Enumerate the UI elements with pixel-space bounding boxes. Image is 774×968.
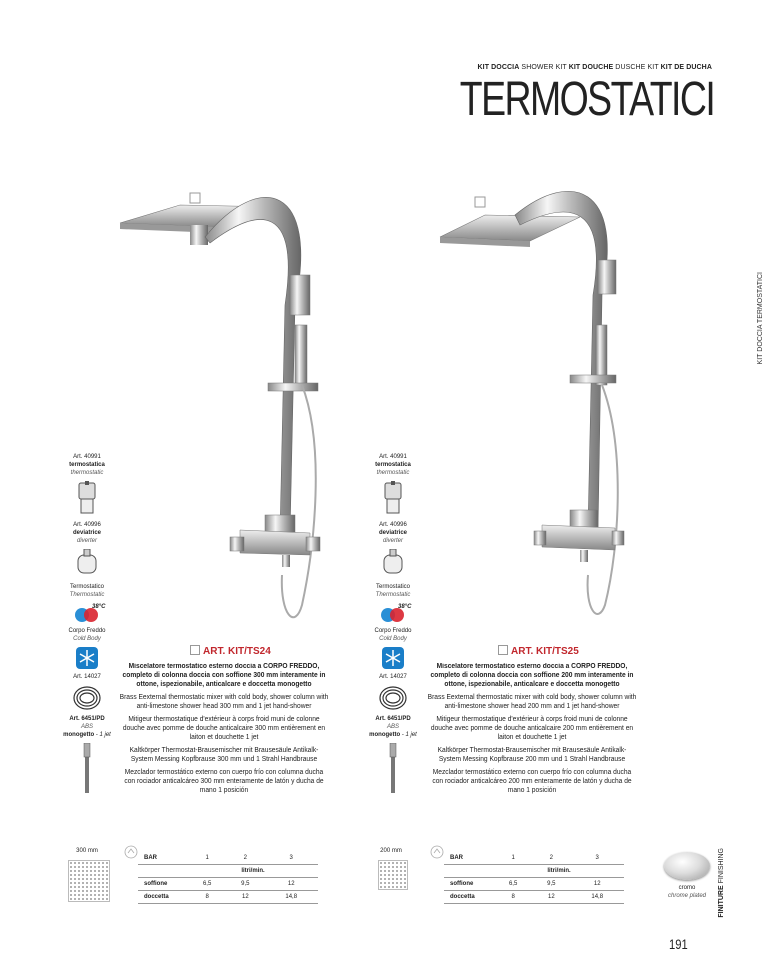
components-sidebar-ts25: Art. 40991 termostatica thermostatic Art. 40996 deviatrice diverter Termostatico Thermostatic 38°C Corpo Freddo Cold Body Art. 14027 Art. 6451/PD ABS monogetto - 1 jet <box>358 453 428 797</box>
hose-icon <box>72 685 102 711</box>
flow-rate-table-ts25: BAR 1 2 3 litri/min. soffione 6,5 9,5 12 doccetta 8 12 14,8 <box>444 852 624 904</box>
select-checkbox[interactable] <box>190 645 200 655</box>
finish-caption <box>656 884 718 900</box>
cold-body-label-en: Cold Body <box>379 636 407 642</box>
finishing-label: FINITURE FINISHING <box>718 848 725 918</box>
hose-icon <box>378 685 408 711</box>
hand-shower-code: Art. 6451/PD <box>375 716 411 722</box>
thermostatic-label: Termostatico <box>375 584 410 590</box>
cartridge-diverter-name: deviatrice <box>72 530 102 536</box>
select-checkbox[interactable] <box>498 645 508 655</box>
diverter-cartridge-icon <box>75 549 99 579</box>
cold-body-label-en: Cold Body <box>73 636 101 642</box>
side-section-label: KIT DOCCIA TERMOSTATICI <box>757 272 764 365</box>
product-code-ts24: ART. KIT/TS24 <box>190 645 271 657</box>
cartridge-thermo-code: Art. 40991 <box>73 454 101 460</box>
description-de: Kaltkörper Thermostat-Brausemischer mit Brausesäule Antikalk-System Messing Kopfbrause 300 mm und 1 Strahl Handbrause <box>129 747 319 763</box>
cartridge-thermo-en: thermostatic <box>70 470 104 476</box>
flow-rate-icon <box>430 845 444 859</box>
diverter-cartridge-icon <box>381 549 405 579</box>
thermostatic-label: Termostatico <box>69 584 104 590</box>
snowflake-icon <box>382 647 404 669</box>
cold-body-label: Corpo Freddo <box>68 628 106 634</box>
shower-head-ts25-image <box>378 860 408 890</box>
hand-shower-name: monogetto <box>369 732 401 738</box>
temperature-value: 38°C <box>92 604 106 610</box>
shower-column-ts24-image <box>110 185 340 635</box>
hand-shower-en: 1 jet <box>99 732 111 738</box>
description-fr: Mitigeur thermostatique d'extérieur à corps froid muni de colonne douche avec pomme de douche anticalcaire 200 mm entièrement en laiton et douchette 1 jet <box>430 716 634 741</box>
flow-rate-icon <box>124 845 138 859</box>
cold-body-label: Corpo Freddo <box>374 628 412 634</box>
hose-code: Art. 14027 <box>73 674 101 680</box>
flow-rate-table-ts24: BAR 1 2 3 litri/min. soffione 6,5 9,5 12 doccetta 8 12 14,8 <box>138 852 318 904</box>
thermostatic-cartridge-icon <box>75 481 99 517</box>
description-it: Miscelatore termostatico esterno doccia a CORPO FREDDO, completo di colonna doccia con soffione 200 mm interamente in ottone, ispezionabile, anticalcare e doccetta monogetto <box>430 663 634 688</box>
temperature-value: 38°C <box>398 604 412 610</box>
cartridge-thermo-name: termostatica <box>375 462 411 468</box>
cartridge-diverter-code: Art. 40996 <box>73 522 101 528</box>
product-description-ts25 <box>428 662 637 799</box>
finish-name-en: chrome plated <box>667 893 707 899</box>
chrome-finish-swatch <box>664 852 710 880</box>
finish-name: cromo <box>678 885 696 891</box>
cartridge-diverter-en: diverter <box>76 538 97 544</box>
components-sidebar-ts24: Art. 40991 termostatica thermostatic Art. 40996 deviatrice diverter Termostatico Thermostatic 38°C Corpo Freddo Cold Body Art. 14027 Art. 6451/PD ABS monogetto - 1 jet <box>52 453 122 797</box>
thermostatic-label-en: Thermostatic <box>375 592 411 598</box>
hand-shower-code: Art. 6451/PD <box>69 716 105 722</box>
shower-head-ts24-image <box>68 860 110 902</box>
thermostatic-cartridge-icon <box>381 481 405 517</box>
description-en: Brass Eexternal thermostatic mixer with cold body, shower column with anti-limestone shower head 200 mm and 1 jet hand-shower <box>427 694 637 710</box>
head-size-ts24: 300 mm <box>76 848 98 854</box>
hose-code: Art. 14027 <box>379 674 407 680</box>
kit-header-line: KIT DOCCIA SHOWER KIT KIT DOUCHE DUSCHE KIT KIT DE DUCHA <box>477 64 712 71</box>
hand-shower-en: 1 jet <box>405 732 417 738</box>
hand-shower-icon <box>389 743 397 793</box>
page-title: TERMOSTATICI <box>459 73 714 126</box>
description-es: Mezclador termostático externo con cuerpo frío con columna ducha con rociador anticalcáreo 300 mm enteramente de latón y ducha de mano 1 posición <box>124 769 324 794</box>
description-en: Brass Eexternal thermostatic mixer with cold body, shower column with anti-limestone shower head 300 mm and 1 jet hand-shower <box>119 694 329 710</box>
hand-shower-name: monogetto <box>63 732 95 738</box>
description-it: Miscelatore termostatico esterno doccia a CORPO FREDDO, completo di colonna doccia con soffione 300 mm interamente in ottone, ispezionabile, anticalcare e doccetta monogetto <box>122 663 326 688</box>
cartridge-diverter-en: diverter <box>382 538 403 544</box>
cartridge-thermo-name: termostatica <box>69 462 105 468</box>
hand-shower-icon <box>83 743 91 793</box>
thermostatic-label-en: Thermostatic <box>69 592 105 598</box>
description-de: Kaltkörper Thermostat-Brausemischer mit Brausesäule Antikalk-System Messing Kopfbrause 200 mm und 1 Strahl Handbrause <box>437 747 627 763</box>
product-description-ts24 <box>120 662 329 799</box>
cartridge-thermo-en: thermostatic <box>376 470 410 476</box>
product-code-ts25: ART. KIT/TS25 <box>498 645 579 657</box>
shower-column-ts25-image <box>430 185 650 635</box>
description-es: Mezclador termostático externo con cuerpo frío con columna ducha con rociador anticalcáreo 200 mm enteramente de latón y ducha de mano 1 posición <box>432 769 632 794</box>
cartridge-thermo-code: Art. 40991 <box>379 454 407 460</box>
cartridge-diverter-name: deviatrice <box>378 530 408 536</box>
hand-shower-material: ABS <box>80 724 93 730</box>
hand-shower-material: ABS <box>386 724 399 730</box>
head-size-ts25: 200 mm <box>380 848 402 854</box>
snowflake-icon <box>76 647 98 669</box>
description-fr: Mitigeur thermostatique d'extérieur à corps froid muni de colonne douche avec pomme de douche anticalcaire 300 mm entièrement en laiton et douchette 1 jet <box>122 716 326 741</box>
cartridge-diverter-code: Art. 40996 <box>379 522 407 528</box>
page-number: 191 <box>669 936 688 952</box>
